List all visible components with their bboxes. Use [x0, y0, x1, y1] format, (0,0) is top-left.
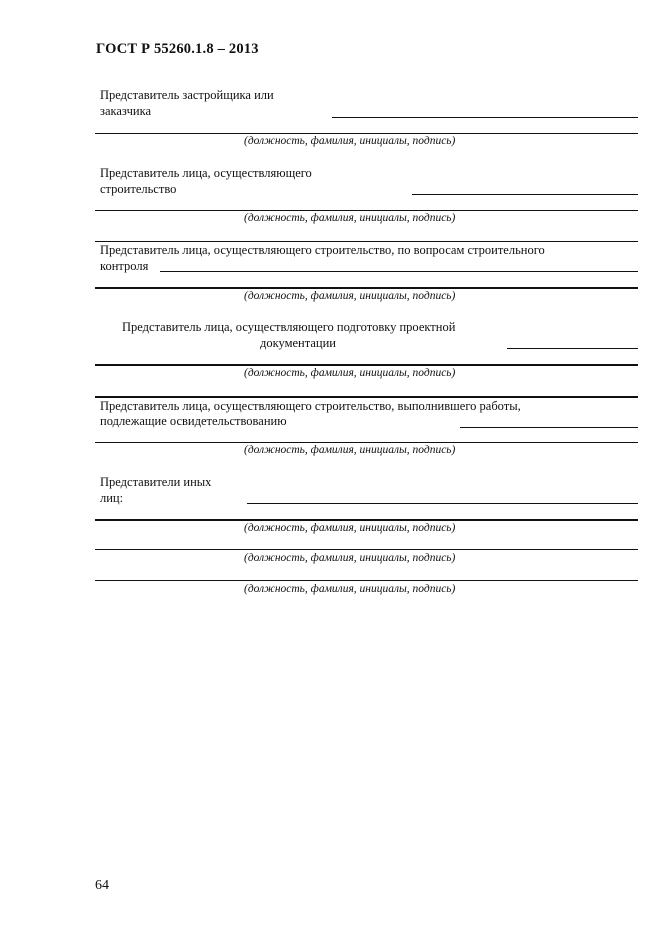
caption-rule: [95, 580, 638, 581]
caption-rule: [95, 442, 638, 443]
signature-caption: (должность, фамилия, инициалы, подпись): [244, 583, 456, 595]
control-label-line2: контроля: [100, 259, 149, 273]
contractor-signature-line: [460, 427, 638, 428]
caption-rule: [95, 287, 638, 289]
contractor-label-line2: подлежащие освидетельствованию: [100, 414, 287, 428]
design-signature-line: [507, 348, 638, 349]
caption-rule: [95, 133, 638, 134]
document-header: ГОСТ Р 55260.1.8 – 2013: [96, 41, 259, 57]
caption-rule: [95, 364, 638, 366]
others-signature-line: [247, 503, 638, 504]
builder-label-line2: строительство: [100, 182, 177, 196]
page-number: 64: [95, 878, 109, 893]
others-label-line2: лиц:: [100, 491, 124, 505]
caption-rule: [95, 549, 638, 550]
builder-label-line1: Представитель лица, осуществляющего: [100, 166, 312, 180]
control-signature-line: [160, 271, 638, 272]
signature-caption: (должность, фамилия, инициалы, подпись): [244, 444, 456, 456]
signature-caption: (должность, фамилия, инициалы, подпись): [244, 290, 456, 302]
developer-label-line1: Представитель застройщика или: [100, 88, 274, 102]
design-label-line2: документации: [260, 336, 336, 350]
developer-label-line2: заказчика: [100, 104, 152, 118]
developer-signature-line: [332, 117, 638, 118]
signature-caption: (должность, фамилия, инициалы, подпись): [244, 367, 456, 379]
signature-caption: (должность, фамилия, инициалы, подпись): [244, 135, 456, 147]
caption-rule: [95, 519, 638, 521]
design-label-line1: Представитель лица, осуществляющего подготовку проектной: [122, 320, 456, 334]
caption-rule: [95, 210, 638, 211]
signature-caption: (должность, фамилия, инициалы, подпись): [244, 552, 456, 564]
signature-caption: (должность, фамилия, инициалы, подпись): [244, 212, 456, 224]
contractor-label-line1: Представитель лица, осуществляющего строительство, выполнившего работы,: [100, 399, 521, 413]
others-label-line1: Представители иных: [100, 475, 212, 489]
signature-caption: (должность, фамилия, инициалы, подпись): [244, 522, 456, 534]
control-label-line1: Представитель лица, осуществляющего строительство, по вопросам строительного: [100, 243, 545, 257]
builder-signature-line: [412, 194, 638, 195]
